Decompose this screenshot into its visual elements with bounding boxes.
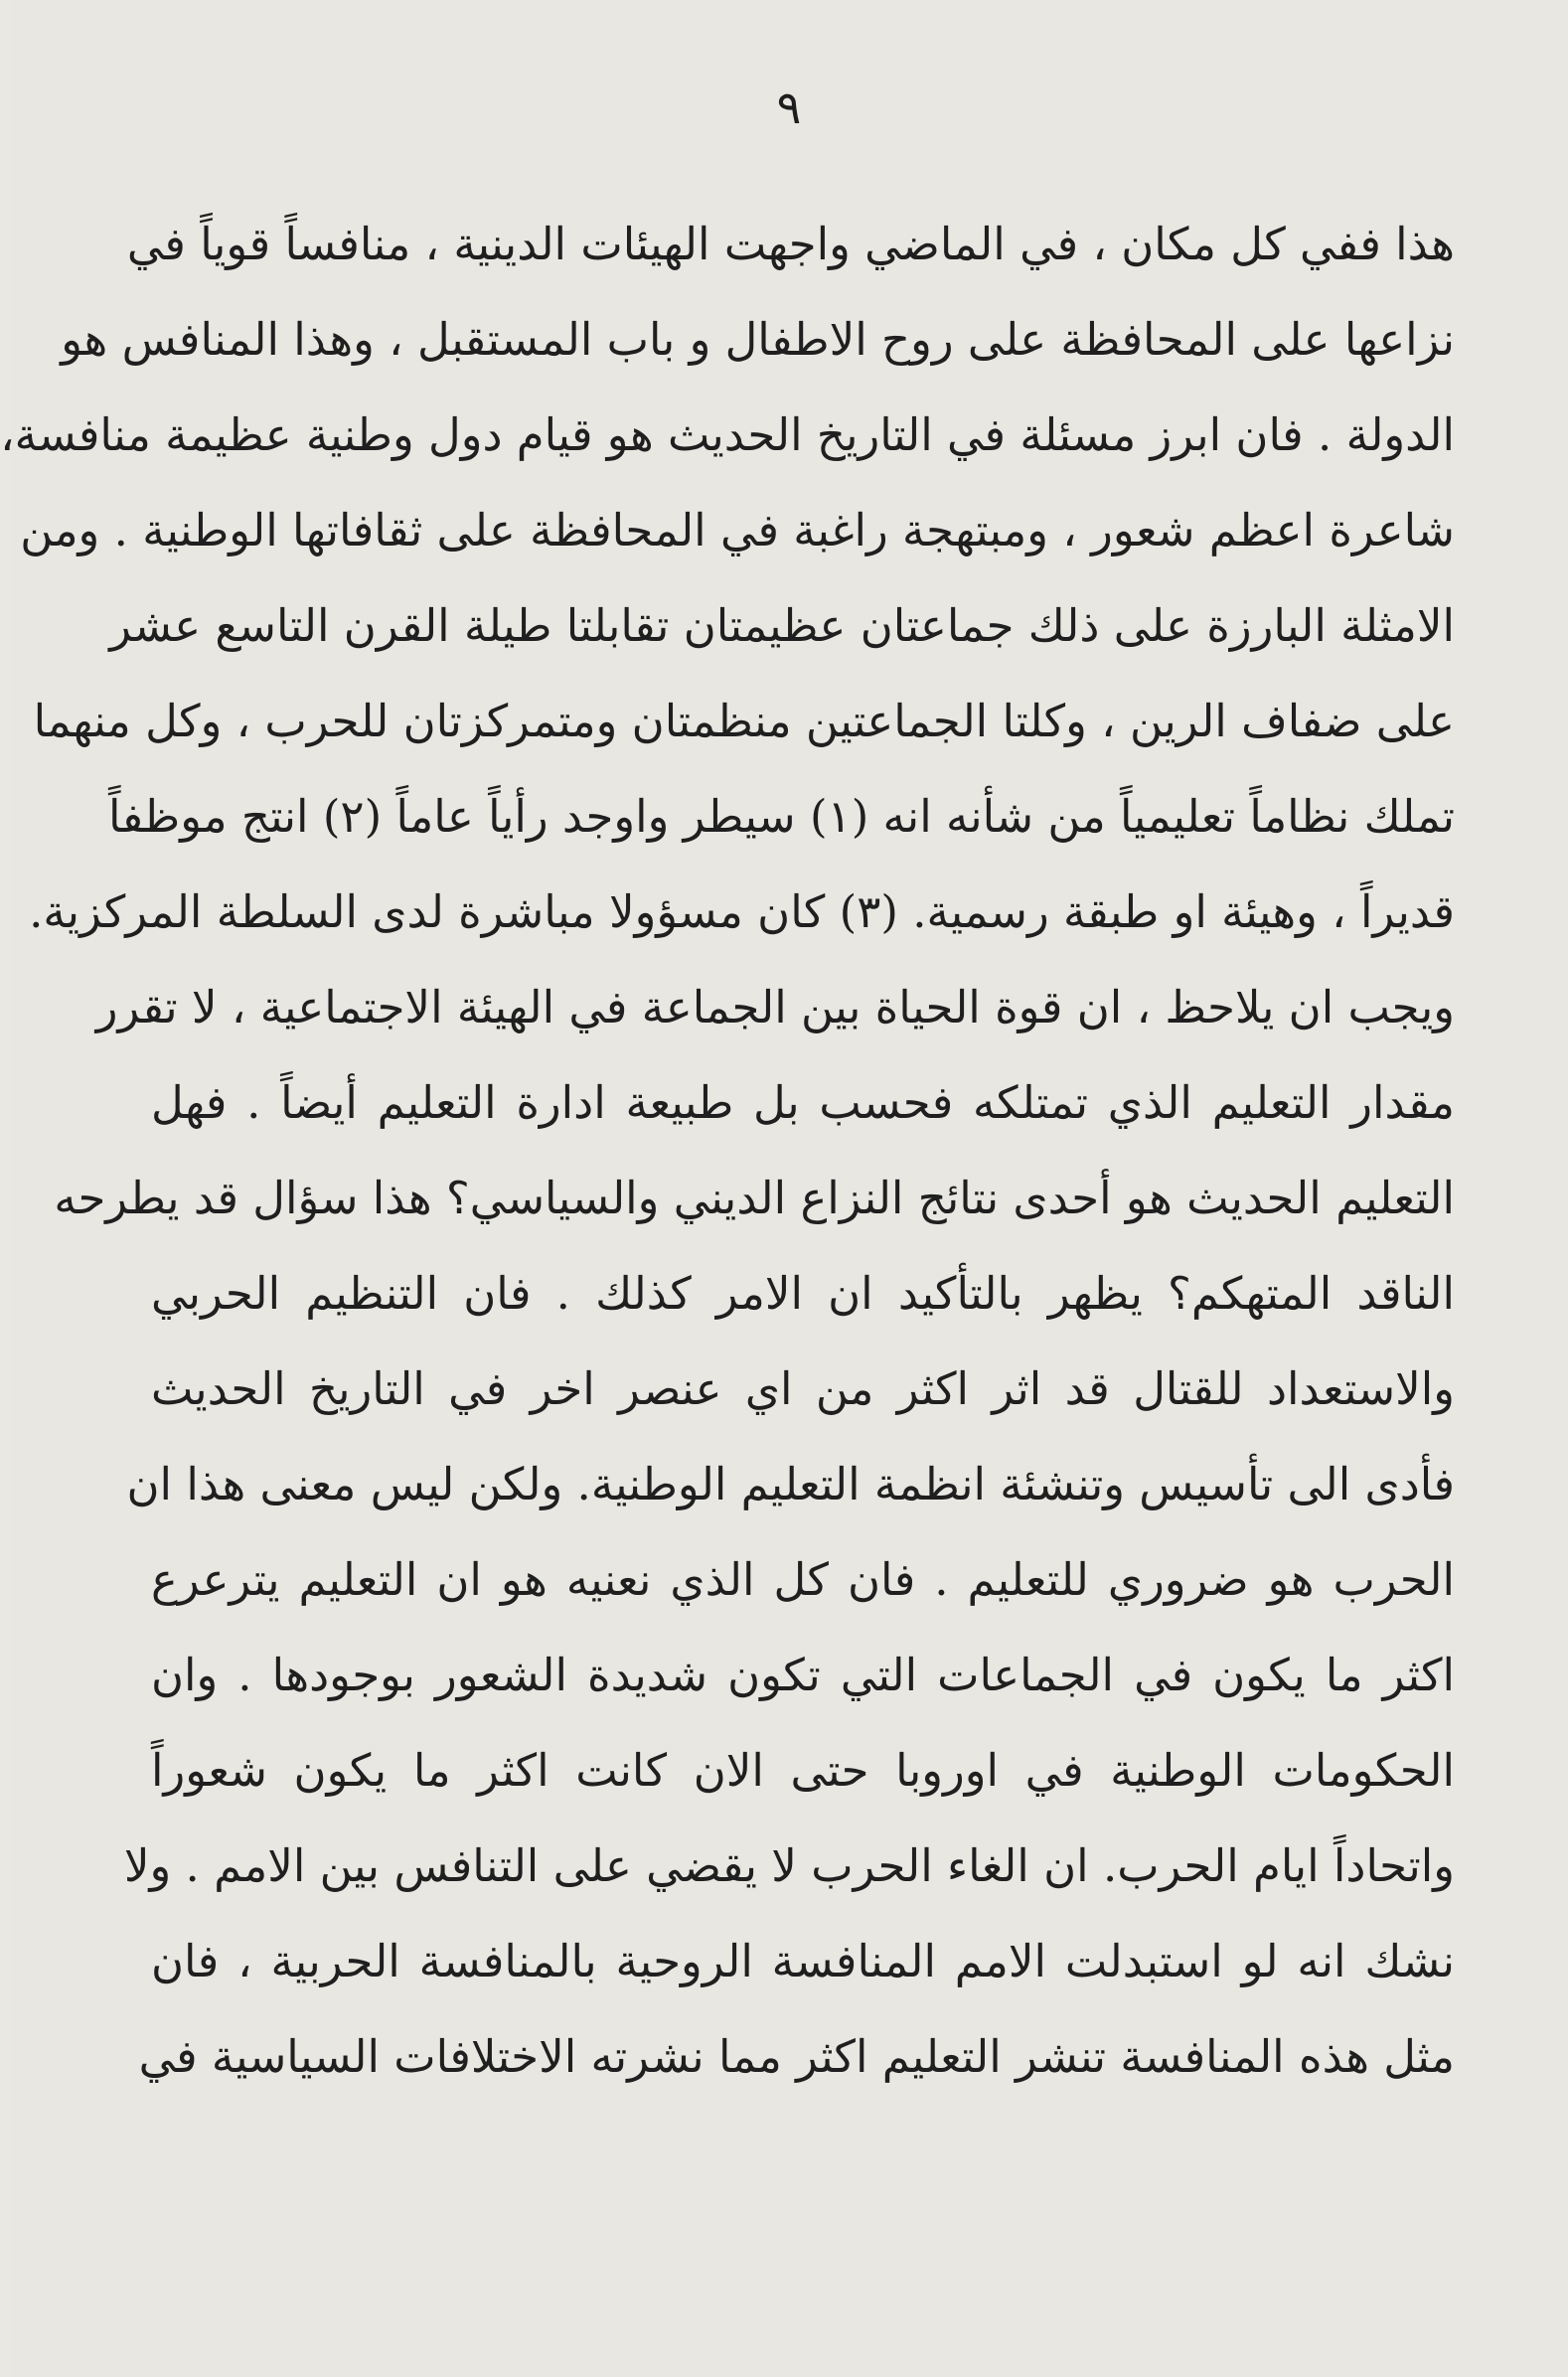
text-line: اكثر ما يكون في الجماعات التي تكون شديدة الشعور بوجودها . وان	[151, 1649, 1455, 1701]
text-line: والاستعداد للقتال قد اثر اكثر من اي عنصر اخر في التاريخ الحديث	[151, 1362, 1455, 1415]
text-line: الحكومات الوطنية في اوروبا حتى الان كانت اكثر ما يكون شعوراً	[151, 1744, 1455, 1797]
text-line: التعليم الحديث هو أحدى نتائج النزاع الديني والسياسي؟ هذا سؤال قد يطرحه	[54, 1172, 1455, 1224]
text-line: شاعرة اعظم شعور ، ومبتهجة راغبة في المحافظة على ثقافاتها الوطنية . ومن	[20, 504, 1455, 556]
text-line: ويجب ان يلاحظ ، ان قوة الحياة بين الجماعة في الهيئة الاجتماعية ، لا تقرر	[95, 981, 1455, 1033]
text-line: الناقد المتهكم؟ يظهر بالتأكيد ان الامر كذلك . فان التنظيم الحربي	[151, 1267, 1455, 1320]
text-line: الحرب هو ضروري للتعليم . فان كل الذي نعنيه هو ان التعليم يترعرع	[151, 1553, 1455, 1606]
text-line: الدولة . فان ابرز مسئلة في التاريخ الحديث هو قيام دول وطنية عظيمة منافسة،	[0, 408, 1455, 461]
text-line: قديراً ، وهيئة او طبقة رسمية. (٣) كان مسؤولا مباشرة لدى السلطة المركزية.	[29, 885, 1455, 938]
page-number: ٩	[776, 80, 802, 134]
text-line: مقدار التعليم الذي تمتلكه فحسب بل طبيعة ادارة التعليم أيضاً . فهل	[151, 1076, 1455, 1129]
text-line: تملك نظاماً تعليمياً من شأنه انه (١) سيطر واوجد رأياً عاماً (٢) انتج موظفاً	[107, 790, 1455, 843]
text-line: نشك انه لو استبدلت الامم المنافسة الروحية بالمنافسة الحربية ، فان	[151, 1935, 1455, 1987]
text-line: مثل هذه المنافسة تنشر التعليم اكثر مما نشرته الاختلافات السياسية في	[138, 2030, 1455, 2083]
text-line: هذا ففي كل مكان ، في الماضي واجهت الهيئات الدينية ، منافساً قوياً في	[126, 218, 1455, 270]
text-line: الامثلة البارزة على ذلك جماعتان عظيمتان تقابلتا طيلة القرن التاسع عشر	[109, 599, 1455, 652]
text-line: على ضفاف الرين ، وكلتا الجماعتين منظمتان ومتمركزتان للحرب ، وكل منهما	[33, 695, 1455, 747]
text-line: نزاعها على المحافظة على روح الاطفال و باب المستقبل ، وهذا المنافس هو	[61, 313, 1455, 366]
body-text	[0, 197, 1455, 2105]
text-line: واتحاداً ايام الحرب. ان الغاء الحرب لا يقضي على التنافس بين الامم . ولا	[123, 1839, 1455, 1892]
text-line: فأدى الى تأسيس وتنشئة انظمة التعليم الوطنية. ولكن ليس معنى هذا ان	[126, 1458, 1455, 1510]
